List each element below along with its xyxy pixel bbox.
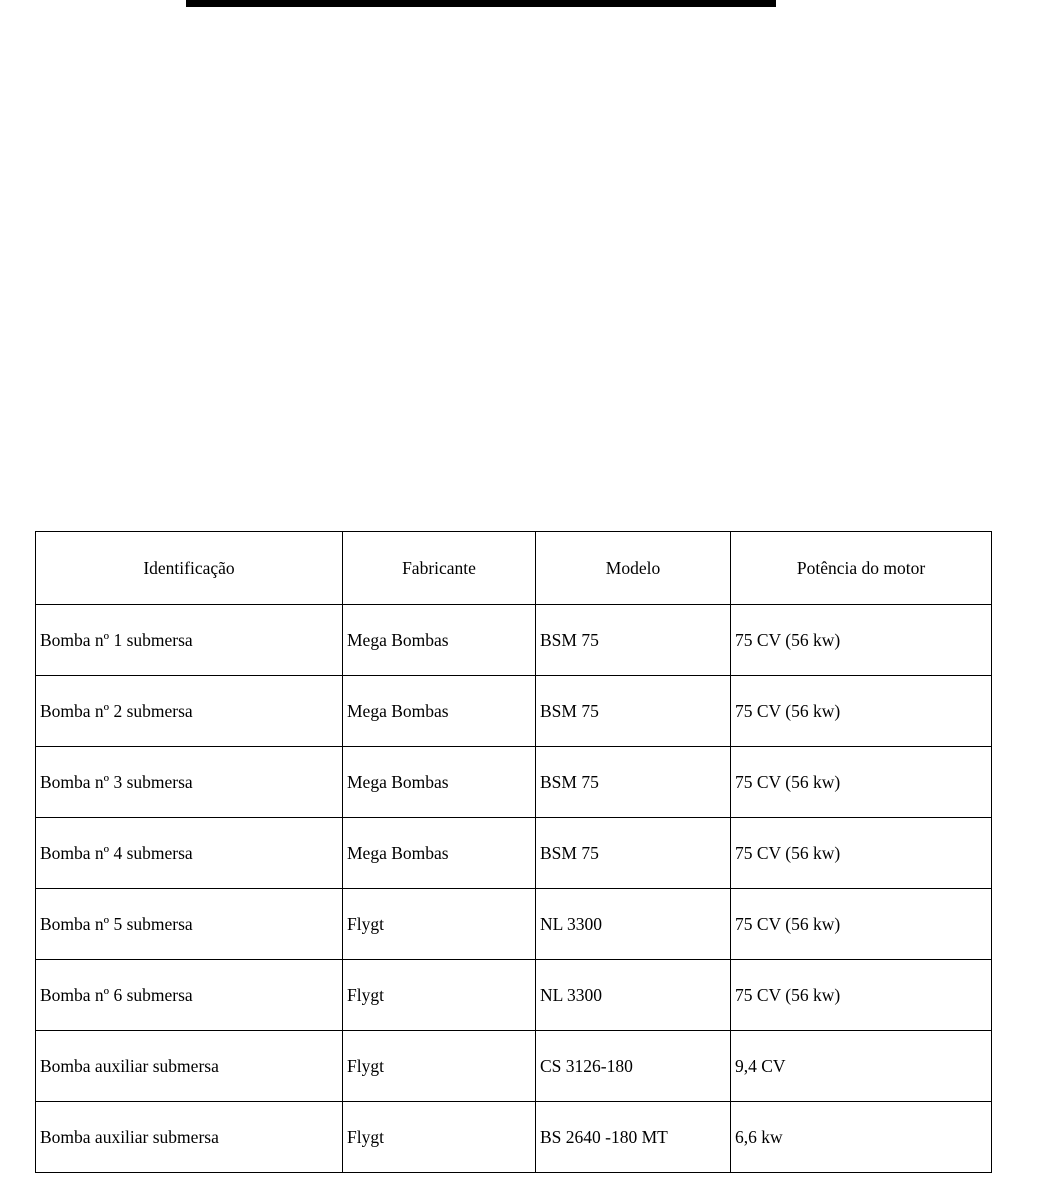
cell-modelo: BSM 75 [536,605,731,676]
cell-fabricante: Mega Bombas [343,676,536,747]
cell-fabricante: Mega Bombas [343,747,536,818]
cell-modelo: NL 3300 [536,889,731,960]
cell-fabricante: Flygt [343,1031,536,1102]
cell-modelo: CS 3126-180 [536,1031,731,1102]
page-top-rule [186,0,776,7]
cell-modelo: BSM 75 [536,676,731,747]
cell-identificacao: Bomba nº 1 submersa [36,605,343,676]
cell-potencia: 75 CV (56 kw) [731,605,992,676]
column-header-identificacao: Identificação [36,532,343,605]
cell-fabricante: Mega Bombas [343,605,536,676]
table-row [36,889,992,960]
table-row [36,960,992,1031]
cell-potencia: 9,4 CV [731,1031,992,1102]
cell-potencia: 6,6 kw [731,1102,992,1173]
table-body [36,605,992,1173]
cell-identificacao: Bomba nº 5 submersa [36,889,343,960]
column-header-fabricante: Fabricante [343,532,536,605]
cell-fabricante: Mega Bombas [343,818,536,889]
cell-identificacao: Bomba auxiliar submersa [36,1102,343,1173]
cell-modelo: BSM 75 [536,818,731,889]
table-row [36,676,992,747]
cell-fabricante: Flygt [343,889,536,960]
cell-identificacao: Bomba nº 3 submersa [36,747,343,818]
table-row [36,605,992,676]
column-header-potencia: Potência do motor [731,532,992,605]
cell-modelo: NL 3300 [536,960,731,1031]
cell-identificacao: Bomba nº 4 submersa [36,818,343,889]
cell-modelo: BSM 75 [536,747,731,818]
table-row [36,1102,992,1173]
cell-potencia: 75 CV (56 kw) [731,960,992,1031]
table-header-row [36,532,992,605]
cell-identificacao: Bomba auxiliar submersa [36,1031,343,1102]
cell-potencia: 75 CV (56 kw) [731,676,992,747]
cell-potencia: 75 CV (56 kw) [731,818,992,889]
cell-fabricante: Flygt [343,960,536,1031]
table-row [36,818,992,889]
table-header [36,532,992,605]
table-row [36,1031,992,1102]
cell-modelo: BS 2640 -180 MT [536,1102,731,1173]
cell-identificacao: Bomba nº 6 submersa [36,960,343,1031]
cell-potencia: 75 CV (56 kw) [731,889,992,960]
column-header-modelo: Modelo [536,532,731,605]
cell-fabricante: Flygt [343,1102,536,1173]
table-row [36,747,992,818]
cell-identificacao: Bomba nº 2 submersa [36,676,343,747]
cell-potencia: 75 CV (56 kw) [731,747,992,818]
equipment-table [35,531,992,1173]
